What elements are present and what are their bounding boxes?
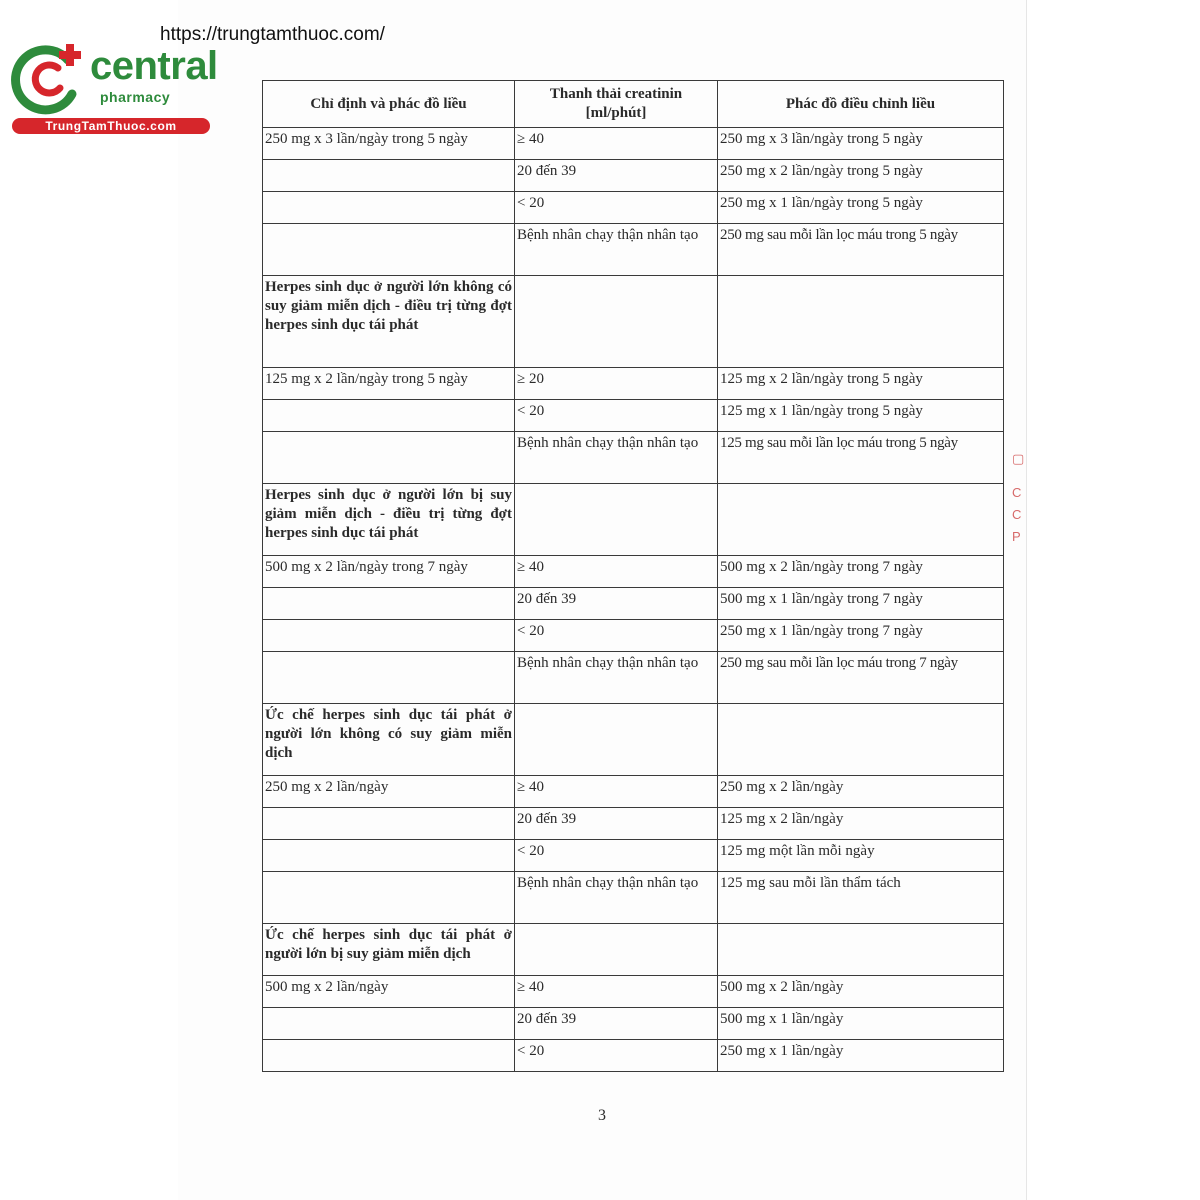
table-row [263,976,1004,1008]
regimen-cell [718,924,1004,976]
clearance-cell: ≥ 40 [515,976,718,1008]
table-row [263,872,1004,924]
table-row [263,128,1004,160]
table-row [263,808,1004,840]
table-row [263,368,1004,400]
clearance-cell: Bệnh nhân chạy thận nhân tạo [515,432,718,484]
clearance-cell [515,704,718,776]
indication-cell: 250 mg x 3 lần/ngày trong 5 ngày [263,128,515,160]
header-adjusted-regimen: Phác đồ điều chỉnh liều [718,81,1004,128]
table-header-row [263,81,1004,128]
section-row [263,276,1004,368]
table-row [263,432,1004,484]
clearance-cell: Bệnh nhân chạy thận nhân tạo [515,872,718,924]
clearance-cell: ≥ 20 [515,368,718,400]
brand-name: central [90,44,218,88]
indication-cell: 250 mg x 2 lần/ngày [263,776,515,808]
header-creatinine-clearance: Thanh thải creatinin [ml/phút] [515,81,718,128]
clearance-cell: < 20 [515,1040,718,1072]
table-row [263,192,1004,224]
clearance-cell: < 20 [515,192,718,224]
regimen-cell: 250 mg sau mỗi lần lọc máu trong 5 ngày [718,224,1004,276]
table-row [263,840,1004,872]
section-row [263,924,1004,976]
regimen-cell: 125 mg x 2 lần/ngày trong 5 ngày [718,368,1004,400]
clearance-cell: < 20 [515,400,718,432]
regimen-cell [718,276,1004,368]
regimen-cell: 250 mg x 2 lần/ngày [718,776,1004,808]
clearance-cell: ≥ 40 [515,556,718,588]
clearance-cell: 20 đến 39 [515,160,718,192]
regimen-cell: 125 mg x 1 lần/ngày trong 5 ngày [718,400,1004,432]
indication-cell [263,588,515,620]
regimen-cell: 250 mg x 2 lần/ngày trong 5 ngày [718,160,1004,192]
regimen-cell [718,484,1004,556]
regimen-cell: 500 mg x 2 lần/ngày trong 7 ngày [718,556,1004,588]
clearance-cell: 20 đến 39 [515,808,718,840]
stamp-text: C C P [1012,485,1022,544]
regimen-cell: 250 mg x 1 lần/ngày trong 7 ngày [718,620,1004,652]
regimen-cell [718,704,1004,776]
indication-cell [263,1008,515,1040]
clearance-cell: < 20 [515,620,718,652]
indication-cell: 125 mg x 2 lần/ngày trong 5 ngày [263,368,515,400]
regimen-cell: 250 mg x 1 lần/ngày [718,1040,1004,1072]
section-row [263,484,1004,556]
table-row [263,620,1004,652]
regimen-cell: 250 mg sau mỗi lần lọc máu trong 7 ngày [718,652,1004,704]
page-number: 3 [598,1107,606,1124]
indication-cell [263,432,515,484]
regimen-cell: 125 mg sau mỗi lần thẩm tách [718,872,1004,924]
clearance-cell [515,924,718,976]
indication-cell [263,620,515,652]
pharmacy-cross-icon [10,38,90,116]
central-pharmacy-logo[interactable] [10,38,218,138]
clearance-cell: Bệnh nhân chạy thận nhân tạo [515,224,718,276]
indication-cell: Herpes sinh dục ở người lớn bị suy giảm miễn dịch - điều trị từng đợt herpes sinh dục tái phát [263,484,515,556]
table-row [263,1040,1004,1072]
table-row [263,556,1004,588]
indication-cell: Herpes sinh dục ở người lớn không có suy giảm miễn dịch - điều trị từng đợt herpes sinh dục tái phát [263,276,515,368]
table-row [263,400,1004,432]
indication-cell [263,400,515,432]
source-url[interactable]: https://trungtamthuoc.com/ [160,24,385,45]
regimen-cell: 125 mg sau mỗi lần lọc máu trong 5 ngày [718,432,1004,484]
red-stamp-fragment [1012,448,1030,608]
indication-cell: Ức chế herpes sinh dục tái phát ở người lớn không có suy giảm miễn dịch [263,704,515,776]
indication-cell [263,808,515,840]
clearance-cell: ≥ 40 [515,128,718,160]
indication-cell [263,872,515,924]
section-row [263,704,1004,776]
table-row [263,160,1004,192]
table-row [263,224,1004,276]
stamp-mark: ▢ [1012,451,1025,466]
regimen-cell: 500 mg x 1 lần/ngày trong 7 ngày [718,588,1004,620]
clearance-cell: < 20 [515,840,718,872]
regimen-cell: 500 mg x 2 lần/ngày [718,976,1004,1008]
table-row [263,776,1004,808]
clearance-cell: ≥ 40 [515,776,718,808]
clearance-cell: 20 đến 39 [515,1008,718,1040]
indication-cell: 500 mg x 2 lần/ngày [263,976,515,1008]
brand-subtitle: pharmacy [100,89,171,105]
regimen-cell: 250 mg x 1 lần/ngày trong 5 ngày [718,192,1004,224]
clearance-cell [515,276,718,368]
indication-cell: Ức chế herpes sinh dục tái phát ở người lớn bị suy giảm miễn dịch [263,924,515,976]
table-row [263,652,1004,704]
indication-cell: 500 mg x 2 lần/ngày trong 7 ngày [263,556,515,588]
indication-cell [263,224,515,276]
table-row [263,1008,1004,1040]
regimen-cell: 500 mg x 1 lần/ngày [718,1008,1004,1040]
indication-cell [263,1040,515,1072]
clearance-cell: Bệnh nhân chạy thận nhân tạo [515,652,718,704]
regimen-cell: 125 mg một lần mỗi ngày [718,840,1004,872]
indication-cell [263,192,515,224]
regimen-cell: 250 mg x 3 lần/ngày trong 5 ngày [718,128,1004,160]
indication-cell [263,652,515,704]
clearance-cell [515,484,718,556]
dose-adjustment-table [262,80,1004,1072]
clearance-cell: 20 đến 39 [515,588,718,620]
header-indication: Chỉ định và phác đồ liều [263,81,515,128]
regimen-cell: 125 mg x 2 lần/ngày [718,808,1004,840]
indication-cell [263,160,515,192]
brand-domain-bar: TrungTamThuoc.com [12,118,210,134]
indication-cell [263,840,515,872]
table-row [263,588,1004,620]
